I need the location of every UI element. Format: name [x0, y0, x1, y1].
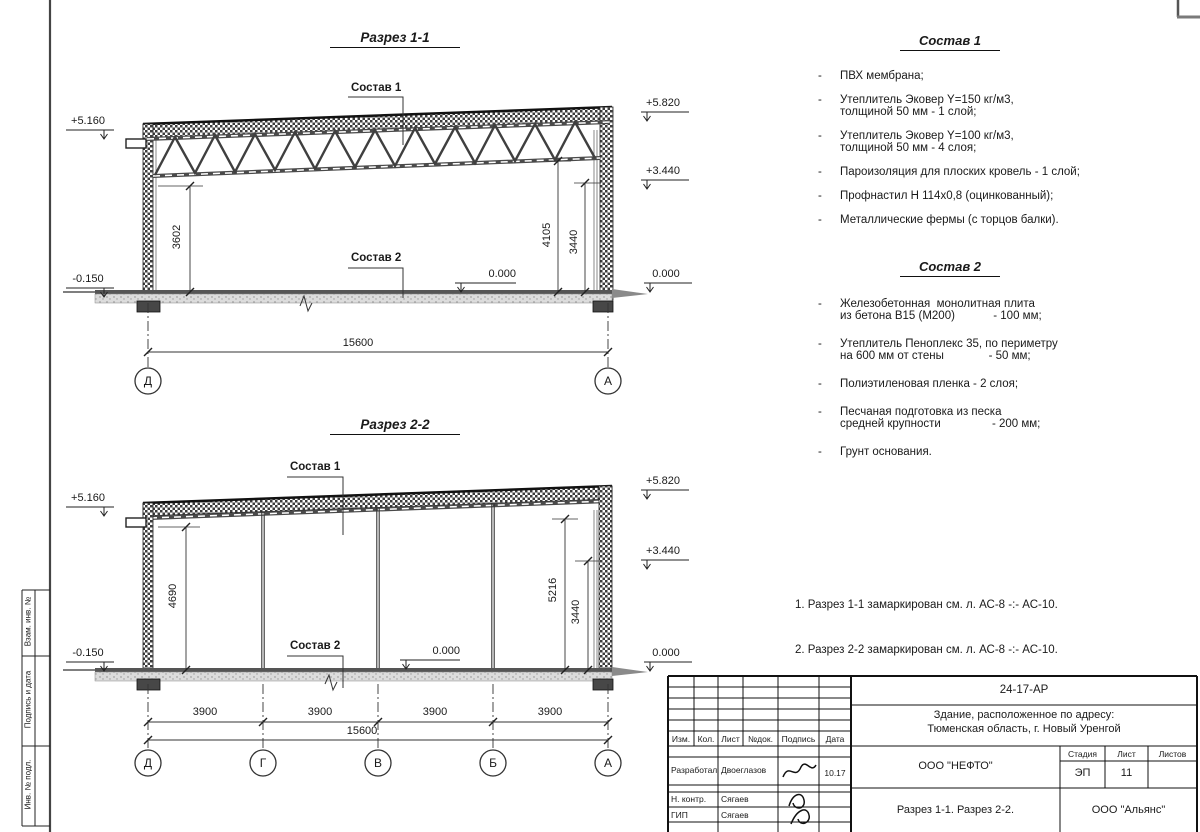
notes [795, 568, 1058, 673]
titleblock-object-line1: Здание, расположенное по адресу: [933, 709, 1115, 721]
titleblock-sheet-title: Разрез 1-1. Разрез 2-2. [896, 804, 1015, 816]
titleblock-doc-number: 24-17-АР [999, 684, 1049, 696]
section1-title: Разрез 1-1 [330, 30, 460, 48]
elevation-mark: +3.440 [646, 165, 680, 177]
list-item: - Металлические фермы (с торцов балки). [810, 214, 1200, 226]
list-item: - Утеплитель Эковер Y=100 кг/м3, толщиной 50 мм - 4 слоя; [810, 130, 1200, 154]
titleblock-company: ООО "НЕФТО" [918, 760, 993, 772]
dimension-3440: 3440 [568, 229, 580, 255]
dimension-bay: 3900 [307, 706, 333, 718]
dash-bullet: - [818, 214, 822, 226]
titleblock-stage-value: ЭП [1074, 767, 1091, 779]
elevation-mark: +5.820 [646, 97, 680, 109]
dimension-4690: 4690 [167, 583, 179, 609]
dimension-4105: 4105 [541, 222, 553, 248]
titleblock-stage-label: Стадия [1068, 749, 1097, 759]
section1-sostav2-label: Состав 2 [351, 252, 402, 264]
dash-bullet: - [818, 406, 822, 418]
sostav2-heading: Состав 2 [900, 260, 1000, 277]
titleblock-name: Сягаев [721, 810, 749, 820]
list-item: - Грунт основания. [810, 446, 1200, 458]
elevation-mark: -0.150 [72, 273, 104, 285]
elevation-mark: 0.000 [432, 645, 460, 657]
dash-bullet: - [818, 298, 822, 310]
dimension-3440: 3440 [570, 599, 582, 625]
titleblock-col-list: Лист [721, 734, 740, 744]
section2-sostav2-label: Состав 2 [290, 640, 341, 652]
titleblock-col-doc: №док. [748, 734, 773, 744]
dash-bullet: - [818, 70, 822, 82]
list-item: - Утеплитель Пеноплекс 35, по периметру на 600 мм от стены - 50 мм; [810, 338, 1200, 362]
section2-title: Разрез 2-2 [330, 417, 460, 435]
note-line: 1. Разрез 1-1 замаркирован см. л. АС-8 -:- АС-10. [795, 598, 1058, 611]
section2-sostav1-label: Состав 1 [290, 461, 341, 473]
titleblock-sheet-label: Лист [1117, 749, 1136, 759]
titleblock-date: 10.17 [824, 768, 846, 778]
dimension-total: 15600 [342, 337, 374, 349]
dimension-3602: 3602 [171, 224, 183, 250]
dash-bullet: - [818, 190, 822, 202]
dimension-bay: 3900 [192, 706, 218, 718]
axis-label: Д [143, 756, 153, 770]
dimension-bay: 3900 [422, 706, 448, 718]
dash-bullet: - [818, 94, 822, 106]
list-item: - Утеплитель Эковер Y=150 кг/м3, толщиной 50 мм - 1 слой; [810, 94, 1200, 118]
sostav1-heading: Состав 1 [900, 34, 1000, 51]
titleblock-sheet-value: 11 [1120, 767, 1133, 779]
titleblock-name: Сягаев [721, 794, 749, 804]
list-item: - ПВХ мембрана; [810, 70, 1200, 82]
dash-bullet: - [818, 130, 822, 142]
axis-label: Д [143, 374, 153, 388]
list-item: - Песчаная подготовка из песка средней крупности - 200 мм; [810, 406, 1200, 430]
titleblock-object-line2: Тюменская область, г. Новый Уренгой [927, 723, 1121, 735]
titleblock-role: ГИП [671, 810, 688, 820]
section1-sostav1-label: Состав 1 [351, 82, 402, 94]
axis-label: Б [489, 756, 497, 770]
list-item: - Железобетонная монолитная плита из бетона В15 (М200) - 100 мм; [810, 298, 1200, 322]
elevation-mark: +5.160 [71, 492, 105, 504]
titleblock-col-sign: Подпись [781, 734, 816, 744]
dimension-5216: 5216 [547, 577, 559, 603]
titleblock-role: Разработал [671, 765, 718, 775]
elevation-mark: +5.820 [646, 475, 680, 487]
sostav1-list [810, 70, 1200, 238]
sidebar-label-inv-podl: Инв. № подл. [23, 759, 33, 810]
section1-drawing [63, 97, 692, 394]
elevation-mark: +3.440 [646, 545, 680, 557]
note-line: 2. Разрез 2-2 замаркирован см. л. АС-8 -:- АС-10. [795, 643, 1058, 656]
titleblock-col-izm: Изм. [671, 734, 691, 744]
titleblock-sheets-label: Листов [1158, 749, 1187, 759]
axis-label: Г [259, 756, 267, 770]
list-item: - Полиэтиленовая пленка - 2 слоя; [810, 378, 1200, 390]
elevation-mark: 0.000 [652, 647, 680, 659]
list-item: - Профнастил Н 114х0,8 (оцинкованный); [810, 190, 1200, 202]
elevation-mark: 0.000 [652, 268, 680, 280]
dimension-total: 15600 [346, 725, 378, 737]
dash-bullet: - [818, 338, 822, 350]
sidebar-label-vzam-inv: Взам. инв. № [23, 596, 33, 647]
titleblock-role: Н. контр. [671, 794, 707, 804]
signature-marks [783, 764, 816, 824]
dimension-bay: 3900 [537, 706, 563, 718]
sostav2-list [810, 298, 1200, 470]
sidebar-label-podpis-data: Подпись и дата [23, 670, 33, 729]
titleblock-col-kol: Кол. [697, 734, 715, 744]
elevation-mark: -0.150 [72, 647, 104, 659]
dash-bullet: - [818, 378, 822, 390]
titleblock-col-date: Дата [825, 734, 845, 744]
dash-bullet: - [818, 166, 822, 178]
axis-label: А [603, 756, 612, 770]
list-item: - Пароизоляция для плоских кровель - 1 слой; [810, 166, 1200, 178]
titleblock-contractor: ООО "Альянс" [1091, 804, 1166, 816]
elevation-mark: +5.160 [71, 115, 105, 127]
axis-label: А [603, 374, 612, 388]
axis-label: В [373, 756, 382, 770]
titleblock-name: Двоеглазов [721, 765, 767, 775]
dash-bullet: - [818, 446, 822, 458]
elevation-mark: 0.000 [488, 268, 516, 280]
